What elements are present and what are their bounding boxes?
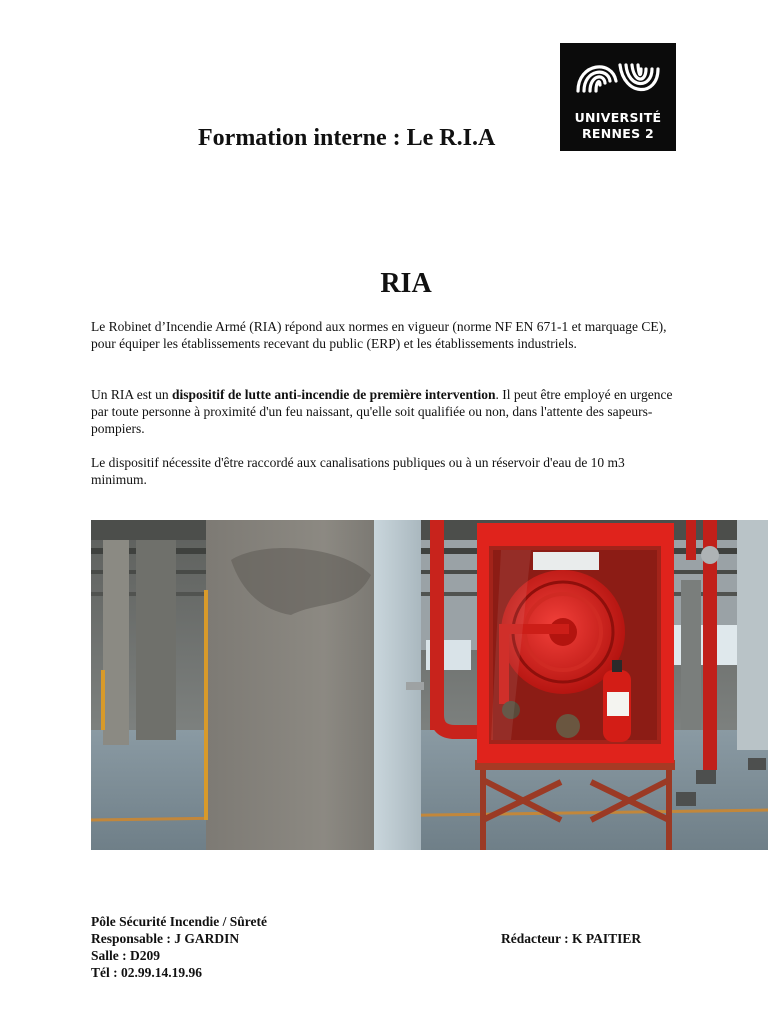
paragraph-usage-start: Un RIA est un [91, 387, 172, 402]
fire-hose-cabinet-photo [91, 520, 768, 850]
footer-contact-block [91, 913, 267, 981]
university-logo [560, 43, 676, 151]
footer-salle: Salle : D209 [91, 948, 160, 963]
paragraph-usage-emphasis: dispositif de lutte anti-incendie de première intervention [172, 387, 496, 402]
paragraph-usage [91, 387, 681, 437]
footer-responsable: Responsable : J GARDIN [91, 931, 240, 946]
section-heading: RIA [380, 268, 432, 299]
paragraph-requirement: Le dispositif nécessite d'être raccordé aux canalisations publiques ou à un réservoir d'eau de 10 m3 minimum. [91, 455, 625, 487]
logo-line-2: RENNES 2 [581, 126, 655, 141]
footer-telephone: Tél : 02.99.14.19.96 [91, 965, 202, 980]
footer-department: Pôle Sécurité Incendie / Sûreté [91, 914, 267, 929]
paragraph-usage-end: . Il peut être employé en urgence par toute personne à proximité d'un feu naissant, qu'elle soit qualifiée ou non, dans l'attente des sapeurs-pompiers. [91, 387, 673, 436]
footer-redacteur: Rédacteur : K PAITIER [501, 931, 642, 946]
document-title: Formation interne : Le R.I.A [198, 125, 496, 151]
logo-line-1: UNIVERSITÉ [574, 110, 662, 125]
paragraph-definition: Le Robinet d’Incendie Armé (RIA) répond aux normes en vigueur (norme NF EN 671-1 et marquage CE), pour équiper les établissements recevant du public (ERP) et les établissements industriels. [91, 319, 667, 351]
logo-mark-icon [572, 51, 664, 109]
